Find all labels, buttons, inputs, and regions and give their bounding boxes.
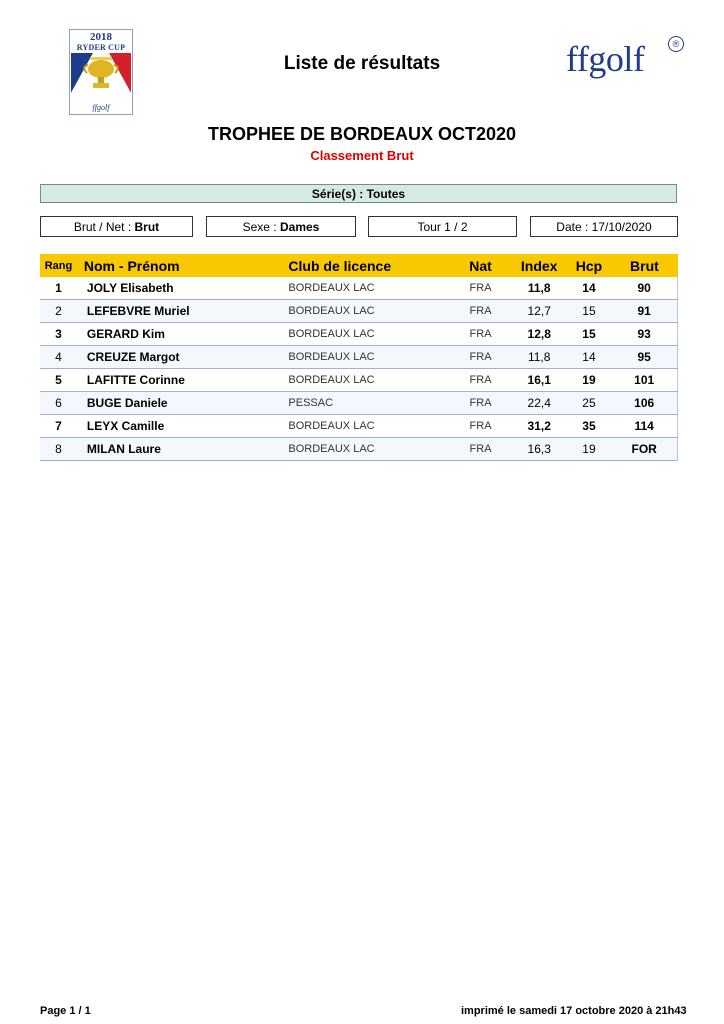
table-row: [40, 346, 678, 369]
ffgolf-logo: ffgolf: [566, 39, 645, 79]
registered-mark-icon: ®: [668, 36, 684, 52]
cell-brut: 91: [611, 300, 677, 323]
cell-club: PESSAC: [281, 392, 449, 415]
ryder-cup-name: RYDER CUP: [76, 43, 126, 52]
cell-nom: CREUZE Margot: [77, 346, 282, 369]
col-nom: Nom - Prénom: [77, 254, 282, 277]
cell-nat: FRA: [449, 300, 512, 323]
cell-index: 16,1: [512, 369, 567, 392]
table-row: [40, 369, 678, 392]
cell-hcp: 14: [567, 277, 612, 300]
cell-club: BORDEAUX LAC: [281, 300, 449, 323]
cell-rang: 6: [40, 392, 77, 415]
ryder-cup-logo: [69, 29, 133, 115]
col-hcp: Hcp: [567, 254, 612, 277]
cell-rang: 7: [40, 415, 77, 438]
cell-brut: 95: [611, 346, 677, 369]
cell-brut: 93: [611, 323, 677, 346]
table-row: [40, 392, 678, 415]
col-rang: Rang: [40, 254, 77, 277]
cell-brut: 114: [611, 415, 677, 438]
cell-hcp: 15: [567, 323, 612, 346]
cell-rang: 1: [40, 277, 77, 300]
table-row: [40, 438, 678, 461]
cell-index: 12,8: [512, 323, 567, 346]
cell-nat: FRA: [449, 346, 512, 369]
cell-club: BORDEAUX LAC: [281, 438, 449, 461]
cell-index: 11,8: [512, 346, 567, 369]
trophy-icon: [71, 53, 131, 103]
table-row: [40, 277, 678, 300]
cell-brut: 90: [611, 277, 677, 300]
cell-hcp: 14: [567, 346, 612, 369]
cell-hcp: 15: [567, 300, 612, 323]
printed-timestamp: imprimé le samedi 17 octobre 2020 à 21h43: [461, 1005, 687, 1017]
table-row: [40, 300, 678, 323]
cell-nat: FRA: [449, 415, 512, 438]
col-index: Index: [512, 254, 567, 277]
col-nat: Nat: [449, 254, 512, 277]
table-row: [40, 415, 678, 438]
date-box: Date : 17/10/2020: [530, 216, 678, 237]
cell-index: 31,2: [512, 415, 567, 438]
cell-rang: 8: [40, 438, 77, 461]
brut-net-box: [40, 216, 193, 237]
cell-nom: JOLY Elisabeth: [77, 277, 282, 300]
event-title: TROPHEE DE BORDEAUX OCT2020: [207, 124, 517, 144]
cell-nom: BUGE Daniele: [77, 392, 282, 415]
tour-box: Tour 1 / 2: [368, 216, 517, 237]
cell-nat: FRA: [449, 392, 512, 415]
col-club: Club de licence: [281, 254, 449, 277]
cell-index: 22,4: [512, 392, 567, 415]
cell-brut: 106: [611, 392, 677, 415]
sexe-box: [206, 216, 356, 237]
cell-rang: 2: [40, 300, 77, 323]
cell-index: 12,7: [512, 300, 567, 323]
cell-nom: LAFITTE Corinne: [77, 369, 282, 392]
cell-hcp: 19: [567, 369, 612, 392]
cell-club: BORDEAUX LAC: [281, 369, 449, 392]
brut-net-value: Brut: [134, 220, 160, 234]
cell-club: BORDEAUX LAC: [281, 323, 449, 346]
cell-club: BORDEAUX LAC: [281, 346, 449, 369]
table-row: [40, 323, 678, 346]
cell-nat: FRA: [449, 323, 512, 346]
cell-hcp: 35: [567, 415, 612, 438]
series-bar: Série(s) : Toutes: [40, 184, 677, 203]
cell-rang: 4: [40, 346, 77, 369]
cell-nat: FRA: [449, 277, 512, 300]
page-number: Page 1 / 1: [40, 1005, 91, 1017]
cell-hcp: 19: [567, 438, 612, 461]
cell-nom: GERARD Kim: [77, 323, 282, 346]
cell-brut: FOR: [611, 438, 677, 461]
cell-club: BORDEAUX LAC: [281, 277, 449, 300]
col-brut: Brut: [611, 254, 677, 277]
brut-net-label: Brut / Net :: [73, 220, 132, 234]
results-table: [40, 254, 678, 461]
cell-nom: LEFEBVRE Muriel: [77, 300, 282, 323]
classement-subtitle: Classement Brut: [310, 148, 414, 163]
cell-index: 16,3: [512, 438, 567, 461]
sexe-value: Dames: [280, 220, 320, 234]
cell-hcp: 25: [567, 392, 612, 415]
cell-brut: 101: [611, 369, 677, 392]
cell-rang: 5: [40, 369, 77, 392]
cell-nom: MILAN Laure: [77, 438, 282, 461]
cell-nat: FRA: [449, 438, 512, 461]
sexe-label: Sexe :: [242, 220, 277, 234]
results-header-row: [40, 254, 678, 277]
cell-nom: LEYX Camille: [77, 415, 282, 438]
cell-rang: 3: [40, 323, 77, 346]
document-title: Liste de résultats: [283, 53, 441, 74]
cell-club: BORDEAUX LAC: [281, 415, 449, 438]
ryder-cup-year: 2018: [90, 31, 112, 43]
cell-nat: FRA: [449, 369, 512, 392]
cell-index: 11,8: [512, 277, 567, 300]
ryder-cup-brand: ffgolf: [92, 103, 110, 112]
